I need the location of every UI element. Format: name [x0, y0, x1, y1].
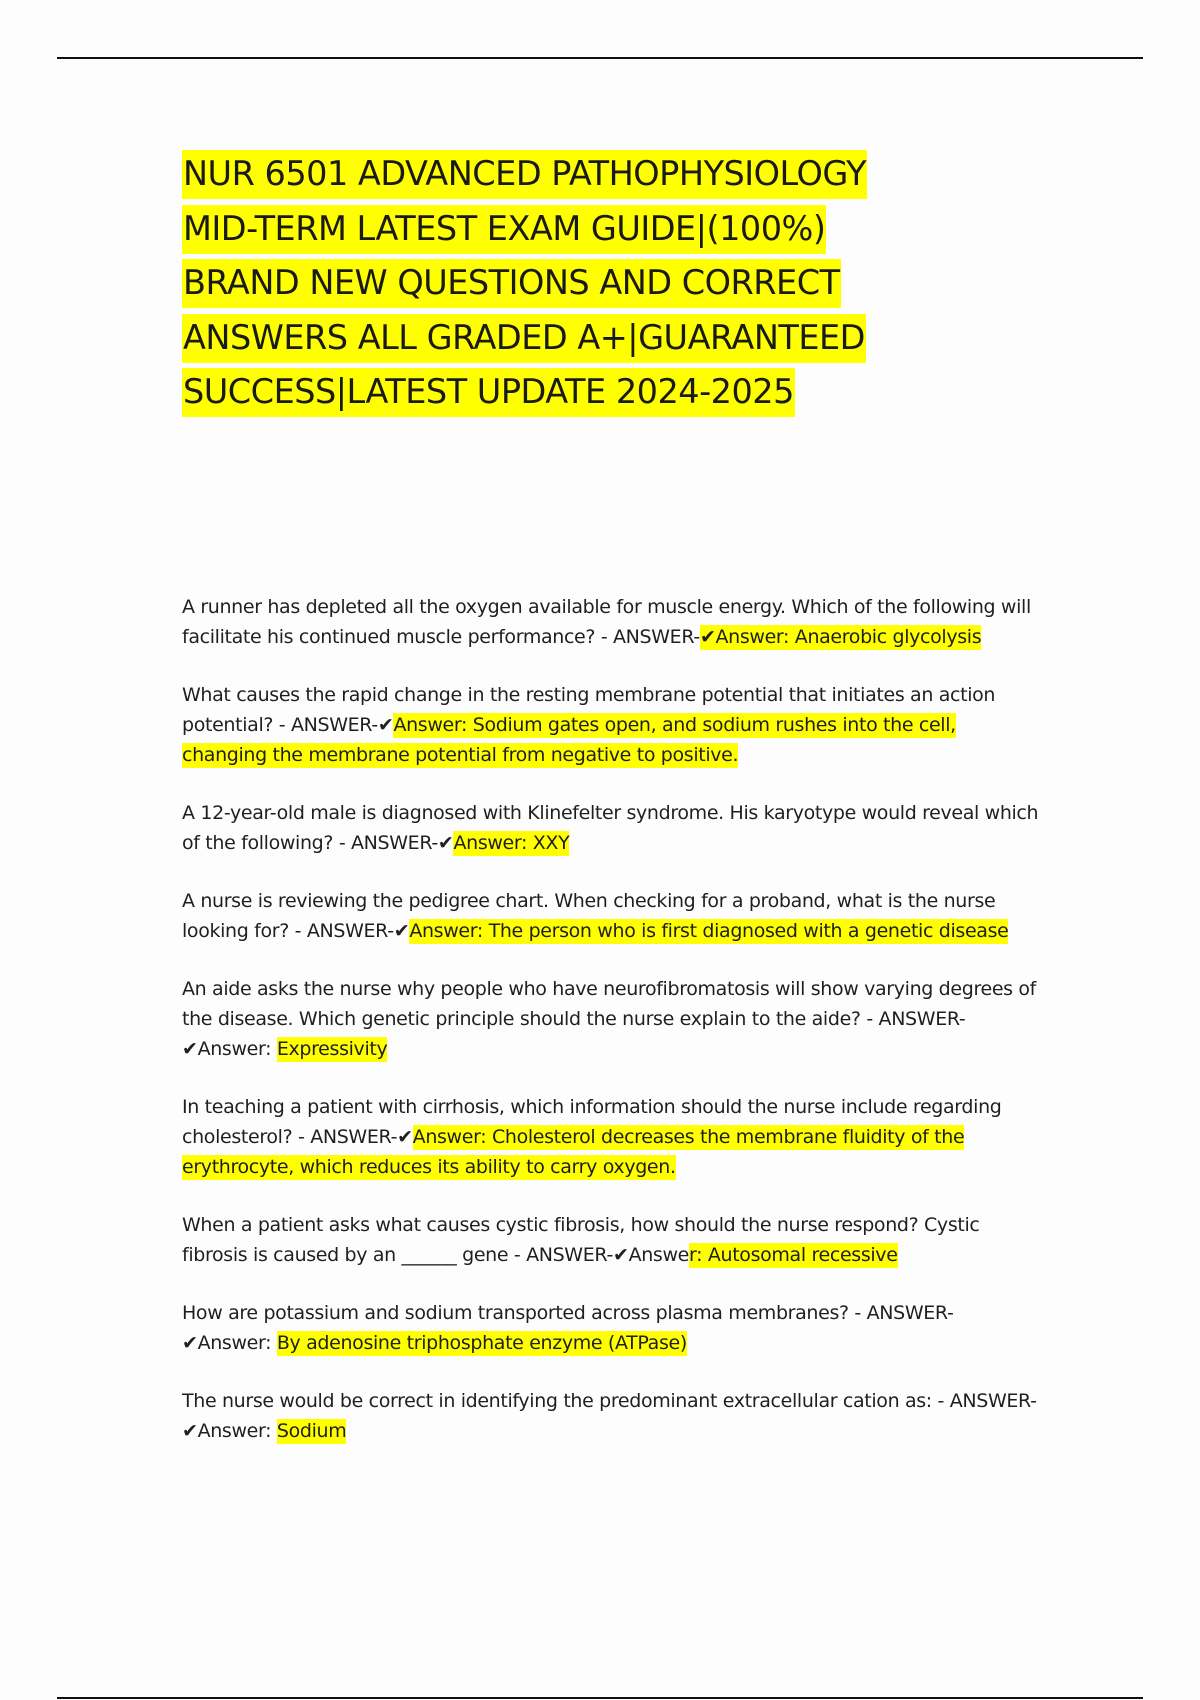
- qa-item-6: [182, 1092, 1042, 1182]
- answer-separator: - ANSWER-✔: [273, 714, 394, 736]
- answer-highlight: Sodium: [276, 1420, 347, 1442]
- qa-item-2: [182, 680, 1042, 770]
- question-text: In teaching a patient with cirrhosis, which information should the nurse include regarding cholesterol?: [182, 1096, 1002, 1148]
- question-text: What causes the rapid change in the resting membrane potential that initiates an action potential?: [182, 684, 996, 736]
- answer-highlight: Expressivity: [276, 1038, 388, 1060]
- bottom-rule: [57, 1697, 1143, 1699]
- answer-highlight: Answer: XXY: [453, 832, 570, 854]
- answer-separator: - ANSWER-: [595, 626, 700, 648]
- answer-separator: - ANSWER-✔: [292, 1126, 413, 1148]
- document-title: [182, 147, 1012, 420]
- qa-list: [182, 592, 1042, 1474]
- title-line-1: NUR 6501 ADVANCED PATHOPHYSIOLOGY: [182, 150, 867, 199]
- answer-plain-text: Answe: [628, 1244, 689, 1266]
- question-text: When a patient asks what causes cystic fibrosis, how should the nurse respond? Cystic fibrosis is caused by an ______ gene: [182, 1214, 980, 1266]
- answer-plain-text: Answer:: [197, 1038, 277, 1060]
- title-line-5: SUCCESS|LATEST UPDATE 2024-2025: [182, 368, 795, 417]
- answer-highlight: r: Autosomal recessive: [688, 1244, 898, 1266]
- title-line-4: ANSWERS ALL GRADED A+|GUARANTEED: [182, 314, 866, 363]
- answer-highlight: By adenosine triphosphate enzyme (ATPase): [276, 1332, 687, 1354]
- answer-separator: - ANSWER-✔: [182, 1302, 954, 1354]
- title-line-2: MID-TERM LATEST EXAM GUIDE|(100%): [182, 205, 826, 254]
- qa-item-7: [182, 1210, 1042, 1270]
- qa-item-3: [182, 798, 1042, 858]
- qa-item-5: [182, 974, 1042, 1064]
- answer-highlight: Answer: Cholesterol decreases the membrane fluidity of the erythrocyte, which reduces its ability to carry oxygen.: [182, 1126, 965, 1178]
- answer-highlight: Answer: Sodium gates open, and sodium rushes into the cell, changing the membrane potential from negative to positive.: [182, 714, 956, 766]
- answer-plain-text: Answer:: [197, 1420, 277, 1442]
- question-text: How are potassium and sodium transported across plasma membranes?: [182, 1302, 849, 1324]
- answer-separator: - ANSWER-✔: [333, 832, 454, 854]
- answer-separator: - ANSWER-✔: [182, 1390, 1037, 1442]
- qa-item-9: [182, 1386, 1042, 1446]
- qa-item-1: [182, 592, 1042, 652]
- answer-highlight: Answer: The person who is first diagnosed with a genetic disease: [409, 920, 1009, 942]
- question-text: A nurse is reviewing the pedigree chart. When checking for a proband, what is the nurse looking for?: [182, 890, 996, 942]
- top-rule: [57, 57, 1143, 59]
- answer-separator: - ANSWER-✔: [508, 1244, 629, 1266]
- answer-highlight: ✔Answer: Anaerobic glycolysis: [699, 626, 982, 648]
- question-text: A 12-year-old male is diagnosed with Klinefelter syndrome. His karyotype would reveal which of the following?: [182, 802, 1039, 854]
- answer-plain-text: Answer:: [197, 1332, 277, 1354]
- qa-item-4: [182, 886, 1042, 946]
- question-text: A runner has depleted all the oxygen available for muscle energy. Which of the following will facilitate his continued muscle performance?: [182, 596, 1031, 648]
- question-text: An aide asks the nurse why people who have neurofibromatosis will show varying degrees of the disease. Which genetic principle should the nurse explain to the aide?: [182, 978, 1037, 1030]
- answer-separator: - ANSWER-✔: [288, 920, 410, 942]
- answer-separator: - ANSWER-✔: [182, 1008, 966, 1060]
- qa-item-8: [182, 1298, 1042, 1358]
- question-text: The nurse would be correct in identifying the predominant extracellular cation as:: [182, 1390, 932, 1412]
- title-line-3: BRAND NEW QUESTIONS AND CORRECT: [182, 259, 841, 308]
